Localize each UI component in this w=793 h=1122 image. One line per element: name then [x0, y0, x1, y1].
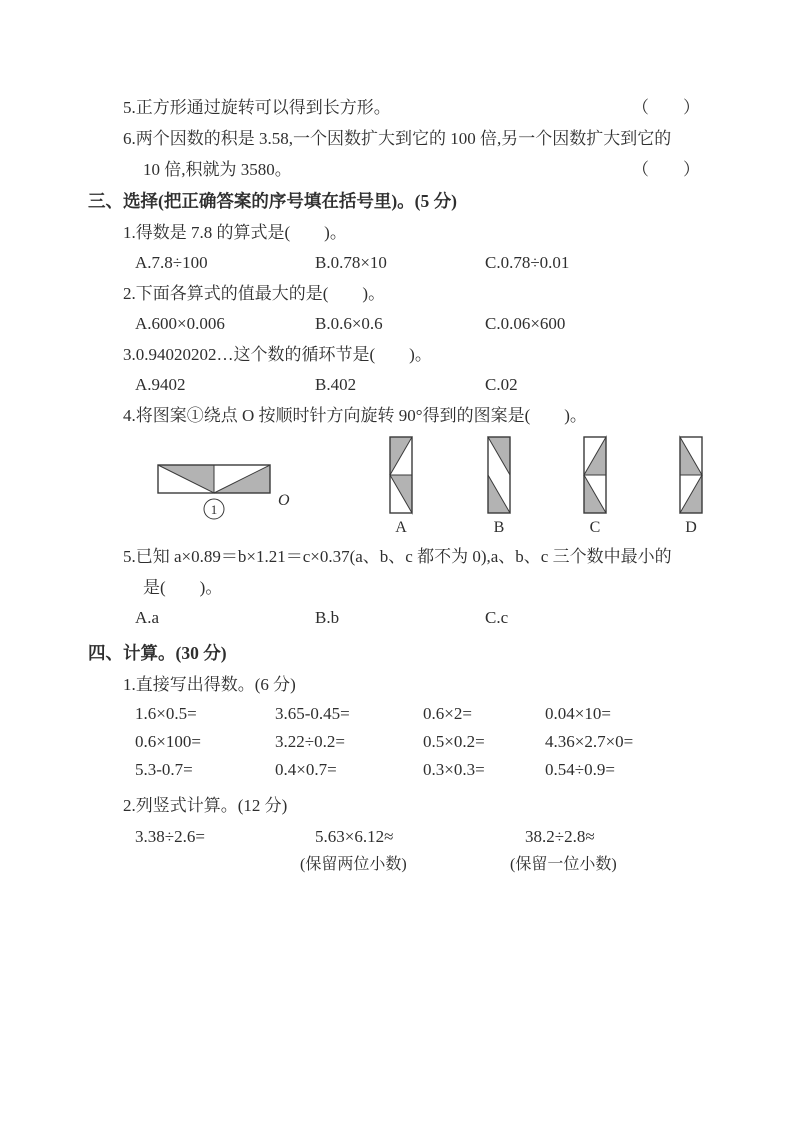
judge-item-6-text: 10 倍,积就为 3580。	[143, 160, 292, 179]
judge-item-5-text: 5.正方形通过旋转可以得到长方形。	[123, 98, 391, 117]
calc-sub2-title: 2.列竖式计算。(12 分)	[123, 796, 288, 815]
shaded-triangle-bottom	[390, 475, 412, 513]
point-o-label: O	[278, 492, 290, 509]
shaded-triangle-top	[488, 437, 510, 475]
option-d-caption: D	[685, 519, 697, 536]
choice-q3-options	[88, 370, 733, 400]
calc-expression: 0.04×10=	[545, 704, 611, 723]
option-c-shape	[578, 435, 612, 519]
q5-option-b: B.b	[315, 608, 340, 627]
q1-option-c: C.0.78÷0.01	[485, 253, 570, 272]
q1-option-a: A.7.8÷100	[135, 253, 208, 272]
q4-source-figure	[150, 457, 302, 523]
rounding-note: (保留一位小数)	[510, 856, 617, 873]
vertical-calc-row	[88, 823, 733, 879]
calc-expression: 5.3-0.7=	[135, 760, 193, 779]
choice-q2-options	[88, 309, 733, 339]
q3-option-b: B.402	[315, 375, 357, 394]
shaded-triangle-bottom	[488, 475, 510, 513]
q1-option-b: B.0.78×10	[315, 253, 387, 272]
vertical-problem-3	[510, 823, 617, 879]
calc-expression: 0.3×0.3=	[423, 760, 485, 779]
choice-q4-stem: 4.将图案①绕点 O 按顺时针方向旋转 90°得到的图案是( )。	[123, 406, 587, 425]
option-a-caption: A	[395, 519, 407, 536]
choice-q5-stem-line2: 是( )。	[143, 578, 223, 597]
calc-expression: 0.4×0.7=	[275, 760, 337, 779]
calc-expression: 1.6×0.5=	[135, 704, 197, 723]
judge-item-6-answer-bracket: （ ）	[632, 160, 700, 179]
vertical-problem-2	[300, 823, 525, 879]
q4-figure-row	[88, 435, 733, 539]
shaded-triangle-right	[214, 465, 270, 493]
judge-item-5-answer-bracket: （ ）	[632, 98, 700, 117]
calc-expression: 0.5×0.2=	[423, 732, 485, 751]
option-c-caption: C	[589, 519, 601, 536]
vertical-expression: 5.63×6.12≈	[315, 827, 394, 846]
calc-expression: 4.36×2.7×0=	[545, 732, 634, 751]
option-a-shape	[384, 435, 418, 519]
shaded-triangle-top	[680, 437, 702, 475]
q5-option-c: C.c	[485, 608, 509, 627]
section-3-heading: 三、选择(把正确答案的序号填在括号里)。(5 分)	[88, 191, 457, 211]
choice-q5-stem-line1: 5.已知 a×0.89＝b×1.21＝c×0.37(a、b、c 都不为 0),a、b、c 三个数中最小的	[123, 547, 672, 566]
calc-expression: 0.54÷0.9=	[545, 760, 615, 779]
rounding-note: (保留两位小数)	[300, 856, 407, 873]
mental-calc-row-1	[88, 700, 733, 728]
option-d-shape	[674, 435, 708, 519]
choice-q2-stem: 2.下面各算式的值最大的是( )。	[123, 284, 386, 303]
shaded-triangle-top	[584, 437, 606, 475]
judge-item-5	[88, 92, 700, 123]
calc-expression: 3.22÷0.2=	[275, 732, 345, 751]
choice-q3-stem: 3.0.94020202…这个数的循环节是( )。	[123, 345, 432, 364]
vertical-problem-1	[135, 823, 315, 879]
rotation-source-shape	[150, 457, 302, 523]
vertical-expression: 38.2÷2.8≈	[525, 827, 595, 846]
figure-1-label: 1	[210, 502, 218, 517]
shaded-triangle-left	[158, 465, 214, 493]
q4-option-a-figure	[384, 435, 418, 537]
q4-option-c-figure	[578, 435, 612, 537]
q3-option-c: C.02	[485, 375, 518, 394]
calc-expression: 0.6×100=	[135, 732, 201, 751]
q2-option-c: C.0.06×600	[485, 314, 566, 333]
shaded-triangle-bottom	[680, 475, 702, 513]
mental-calc-row-2	[88, 728, 733, 756]
choice-q1-options	[88, 248, 733, 278]
calc-sub1-title: 1.直接写出得数。(6 分)	[123, 675, 296, 694]
q4-option-d-figure	[674, 435, 708, 537]
judge-item-6-line2	[88, 154, 700, 185]
q3-option-a: A.9402	[135, 375, 186, 394]
q2-option-b: B.0.6×0.6	[315, 314, 383, 333]
mental-calc-row-3	[88, 756, 733, 784]
calc-expression: 3.65-0.45=	[275, 704, 350, 723]
q4-option-b-figure	[482, 435, 516, 537]
vertical-expression: 3.38÷2.6=	[135, 827, 205, 846]
option-b-shape	[482, 435, 516, 519]
q2-option-a: A.600×0.006	[135, 314, 225, 333]
shaded-triangle-bottom	[584, 475, 606, 513]
judge-item-6-line1: 6.两个因数的积是 3.58,一个因数扩大到它的 100 倍,另一个因数扩大到它的	[123, 129, 672, 148]
option-b-caption: B	[493, 519, 505, 536]
calc-expression: 0.6×2=	[423, 704, 472, 723]
shaded-triangle-top	[390, 437, 412, 475]
choice-q5-options	[88, 603, 733, 633]
choice-q1-stem: 1.得数是 7.8 的算式是( )。	[123, 223, 347, 242]
section-4-heading: 四、计算。(30 分)	[88, 643, 227, 663]
q5-option-a: A.a	[135, 608, 160, 627]
